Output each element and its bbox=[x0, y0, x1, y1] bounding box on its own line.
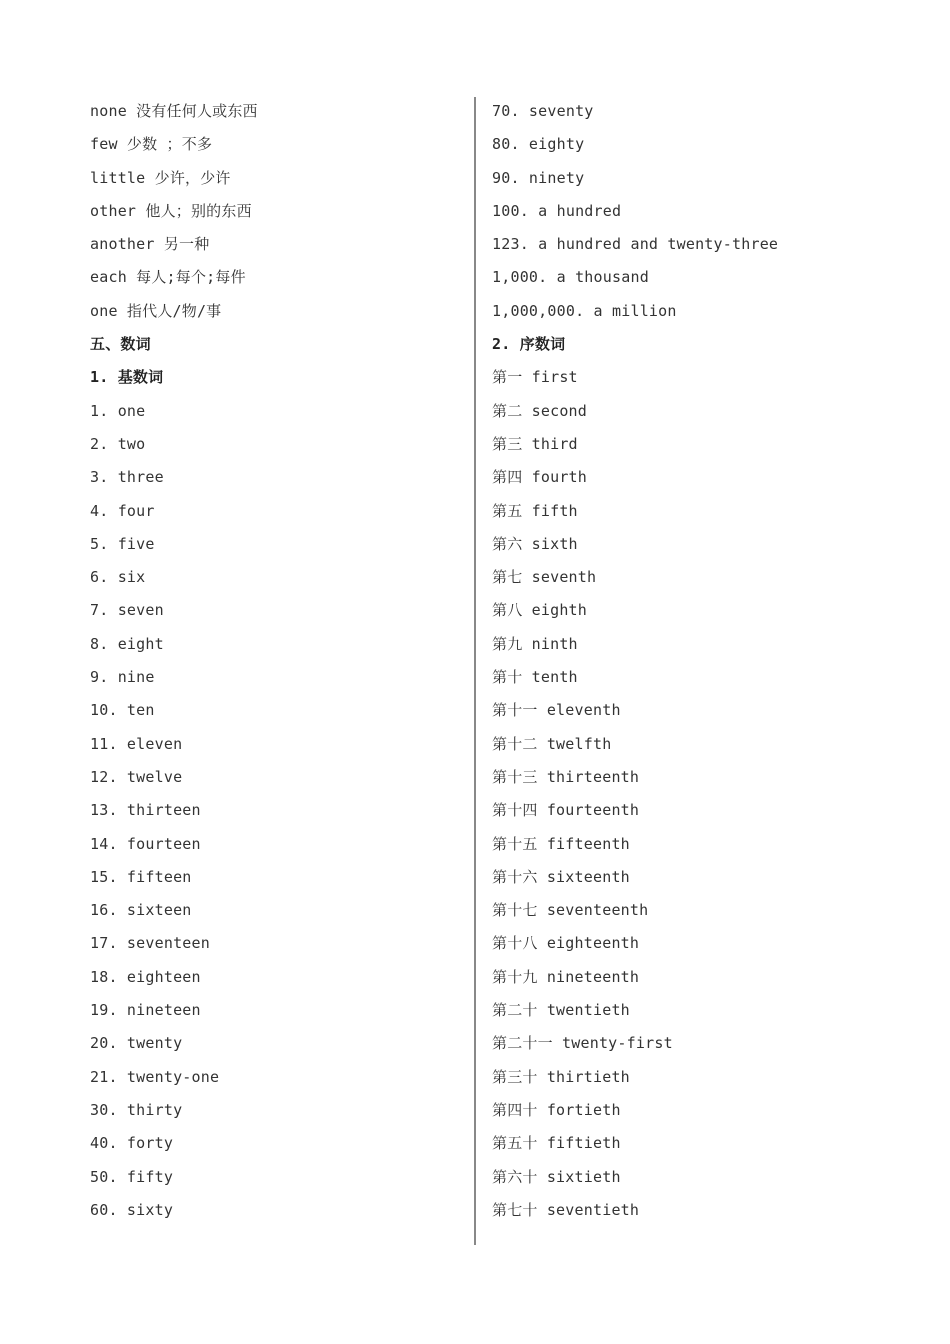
vocab-line: 19. nineteen bbox=[90, 1001, 201, 1020]
vocab-line: 60. sixty bbox=[90, 1200, 174, 1219]
vocab-line: 1. one bbox=[90, 401, 146, 420]
vocab-line: 第三十 thirtieth bbox=[492, 1067, 630, 1086]
vocab-line: 第十一 eleventh bbox=[492, 701, 621, 720]
vocab-line: 11. eleven bbox=[90, 734, 183, 753]
vocab-line: 13. thirteen bbox=[90, 801, 201, 820]
vocab-line: 100. a hundred bbox=[492, 201, 622, 220]
vocab-line: 第十五 fifteenth bbox=[492, 834, 630, 853]
vocab-line: little 少许，少许 bbox=[90, 168, 231, 187]
vocab-line: 第六十 sixtieth bbox=[492, 1167, 621, 1186]
vocab-line: 80. eighty bbox=[492, 135, 585, 154]
vocab-line: 10. ten bbox=[90, 701, 155, 720]
vocab-line: 第十七 seventeenth bbox=[492, 901, 649, 920]
vocab-line: few 少数 ；不多 bbox=[90, 135, 213, 154]
vocab-line: 第八 eighth bbox=[492, 601, 588, 620]
vocab-line: 2. two bbox=[90, 434, 146, 453]
vocab-line: each 每人;每个;每件 bbox=[90, 268, 246, 287]
vocab-line: 第九 ninth bbox=[492, 634, 578, 653]
vocab-line: 40. forty bbox=[90, 1134, 174, 1153]
vocab-line: 第十二 twelfth bbox=[492, 734, 612, 753]
vocab-line: 第十六 sixteenth bbox=[492, 867, 630, 886]
vocab-line: 6. six bbox=[90, 568, 146, 587]
vocab-line: 12. twelve bbox=[90, 767, 183, 786]
vocab-line: 第四十 fortieth bbox=[492, 1100, 621, 1119]
vocab-line: 3. three bbox=[90, 468, 164, 487]
vocab-line: 50. fifty bbox=[90, 1167, 174, 1186]
section-heading: 2. 序数词 bbox=[492, 335, 566, 354]
vocab-line: 7. seven bbox=[90, 601, 164, 620]
vocab-line: 第二 second bbox=[492, 401, 588, 420]
vocab-line: other 他人；别的东西 bbox=[90, 201, 252, 220]
vocab-line: 第十三 thirteenth bbox=[492, 767, 640, 786]
vocab-line: 15. fifteen bbox=[90, 867, 192, 886]
section-heading: 五、数词 bbox=[90, 335, 151, 354]
vocab-line: 第七十 seventieth bbox=[492, 1200, 640, 1219]
vocab-line: 9. nine bbox=[90, 668, 155, 687]
vocab-line: another 另一种 bbox=[90, 235, 210, 254]
vocab-line: 14. fourteen bbox=[90, 834, 201, 853]
vocab-line: 第七 seventh bbox=[492, 568, 597, 587]
right-column bbox=[492, 95, 912, 1227]
vocab-line: 第十八 eighteenth bbox=[492, 934, 640, 953]
vocab-line: none 没有任何人或东西 bbox=[90, 102, 258, 120]
vocab-line: 90. ninety bbox=[492, 168, 585, 187]
vocab-line: 第五十 fiftieth bbox=[492, 1134, 621, 1153]
vocab-line: 第十九 nineteenth bbox=[492, 967, 640, 986]
vocab-line: 5. five bbox=[90, 534, 155, 553]
vocab-line: 1,000,000. a million bbox=[492, 301, 677, 320]
vocab-line: 第十四 fourteenth bbox=[492, 801, 640, 820]
vocab-line: 1,000. a thousand bbox=[492, 268, 649, 287]
vocab-line: 70. seventy bbox=[492, 102, 594, 120]
vocab-line: one 指代人/物/事 bbox=[90, 301, 222, 320]
column-divider bbox=[474, 97, 476, 1245]
vocab-line: 30. thirty bbox=[90, 1100, 183, 1119]
vocab-line: 123. a hundred and twenty-three bbox=[492, 235, 779, 254]
vocab-line: 17. seventeen bbox=[90, 934, 210, 953]
vocab-line: 20. twenty bbox=[90, 1034, 183, 1053]
vocab-line: 21. twenty-one bbox=[90, 1067, 220, 1086]
vocab-line: 第二十 twentieth bbox=[492, 1001, 630, 1020]
vocab-line: 18. eighteen bbox=[90, 967, 201, 986]
vocab-line: 8. eight bbox=[90, 634, 164, 653]
left-column bbox=[90, 95, 460, 1227]
vocab-line: 第十 tenth bbox=[492, 668, 578, 687]
vocab-line: 第三 third bbox=[492, 434, 578, 453]
vocab-line: 第六 sixth bbox=[492, 534, 578, 553]
section-heading: 1. 基数词 bbox=[90, 368, 164, 387]
vocab-line: 4. four bbox=[90, 501, 155, 520]
vocab-line: 第二十一 twenty-first bbox=[492, 1034, 673, 1053]
vocab-line: 第五 fifth bbox=[492, 501, 578, 520]
vocab-line: 第一 first bbox=[492, 368, 578, 387]
vocab-line: 16. sixteen bbox=[90, 901, 192, 920]
vocab-line: 第四 fourth bbox=[492, 468, 588, 487]
